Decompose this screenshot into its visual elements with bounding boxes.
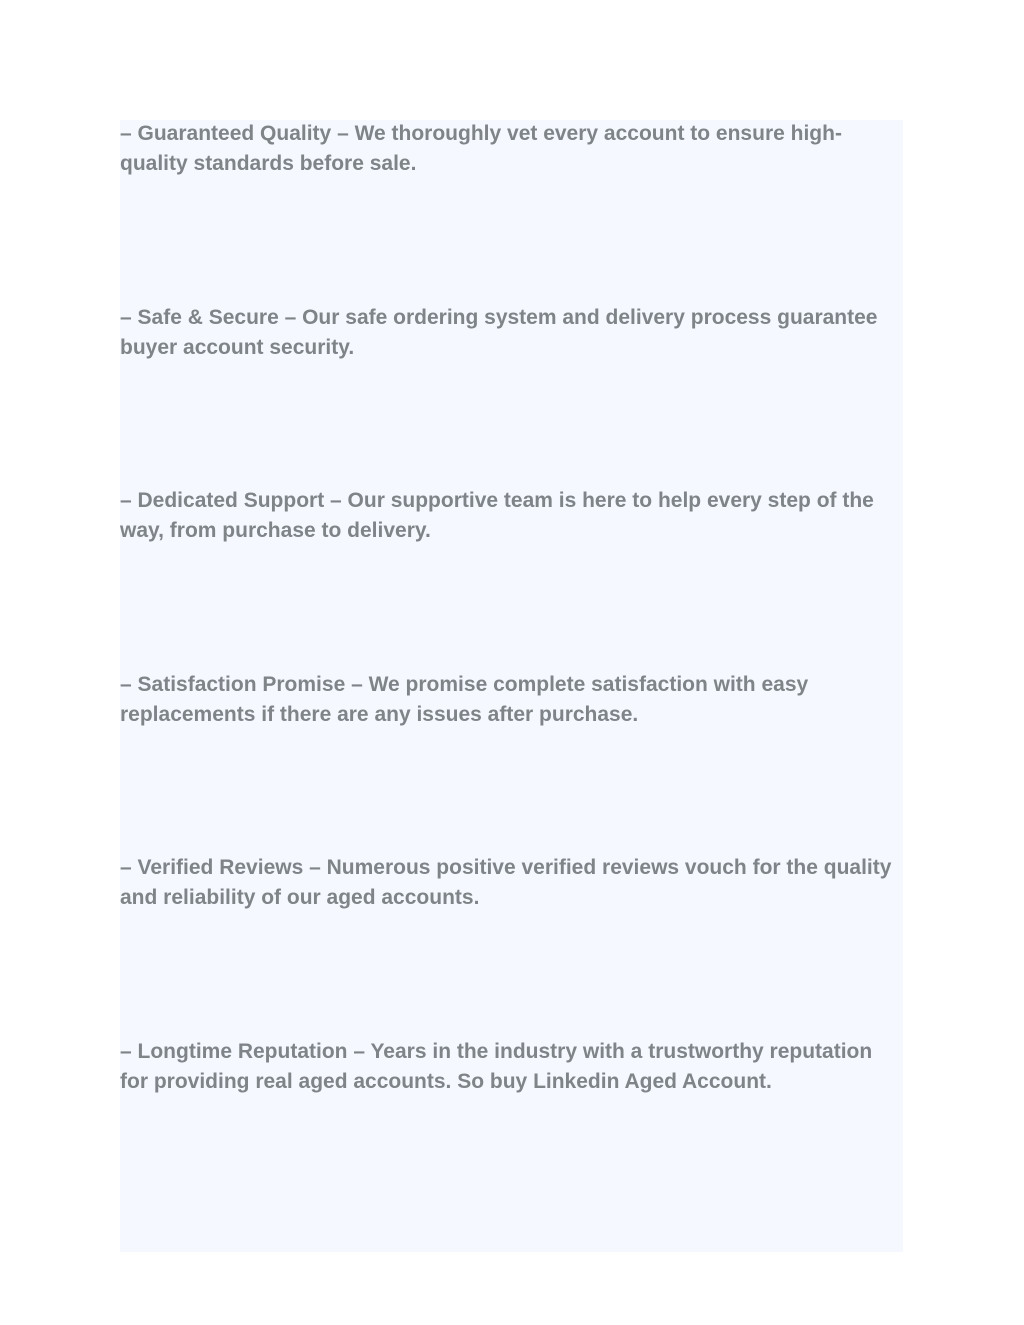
feature-longtime-reputation: – Longtime Reputation – Years in the industry with a trustworthy reputation for providing real aged accounts. So buy Linkedin Aged Account. [120, 1040, 873, 1093]
feature-dedicated-support: – Dedicated Support – Our supportive team is here to help every step of the way, from purchase to delivery. [120, 489, 874, 542]
feature-safe-secure: – Safe & Secure – Our safe ordering system and delivery process guarantee buyer account security. [120, 306, 878, 359]
feature-satisfaction-promise: – Satisfaction Promise – We promise complete satisfaction with easy replacements if there are any issues after purchase. [120, 673, 809, 726]
feature-verified-reviews: – Verified Reviews – Numerous positive verified reviews vouch for the quality and reliability of our aged accounts. [120, 856, 892, 909]
feature-guaranteed-quality: – Guaranteed Quality – We thoroughly vet every account to ensure high-quality standards before sale. [120, 122, 842, 175]
